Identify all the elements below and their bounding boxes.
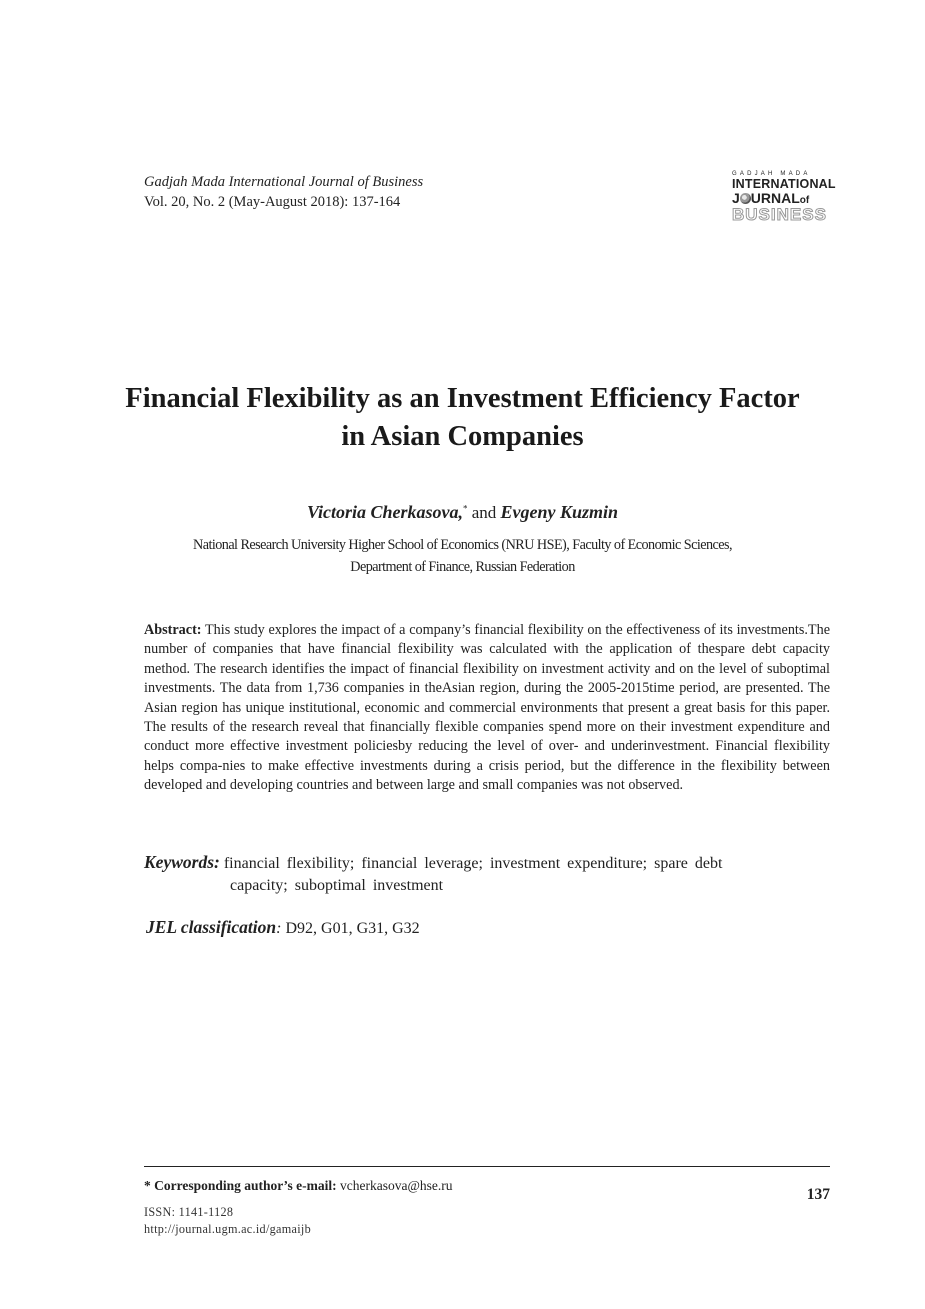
- jel-classification: [146, 916, 420, 940]
- journal-url: http://journal.ugm.ac.id/gamaijb: [144, 1222, 311, 1236]
- logo-urnal: URNAL: [750, 190, 800, 206]
- publication-info: [144, 1204, 311, 1238]
- author-conjunction: and: [471, 503, 497, 522]
- corresponding-mark: *: [462, 503, 468, 514]
- logo-line-1: GADJAH MADA: [732, 171, 811, 177]
- logo-line-4: BUSINESS: [732, 205, 827, 224]
- jel-label: JEL classification: [146, 917, 277, 937]
- logo-j: J: [732, 190, 740, 206]
- abstract-text: This study explores the impact of a company’s financial flexibility on the effectiveness of its investments.The number of companies that have financial flexibility was calculated with the application of thespare debt capacity method. The research identifies the impact of financial flexibility on investment activity and on the level of suboptimal investments. The data from 1,736 companies in theAsian region, during the 2005-2015time period, are presented. The Asian region has unique institutional, economic and commercial environments that present a great basis for this paper. The results of the research reveal that financially flexible companies spend more on their investment expenditure and conduct more effective investment policiesby reducing the level of over- and underinvestment. Financial flexibility helps compa-nies to make effective investments during a crisis period, but the difference in the flexibility between developed and developing countries and between large and small companies was not observed.: [144, 622, 830, 794]
- abstract: [144, 621, 830, 796]
- author-1: Victoria Cherkasova,: [306, 502, 463, 522]
- author-list: [0, 502, 925, 523]
- footnote-divider: [144, 1166, 830, 1167]
- affiliation-line-2: Department of Finance, Russian Federation: [350, 559, 575, 575]
- keywords: [144, 851, 830, 897]
- logo-of: of: [799, 195, 810, 206]
- corresponding-email: vcherkasova@hse.ru: [340, 1178, 453, 1193]
- paper-title: [0, 380, 925, 456]
- title-line-2: in Asian Companies: [341, 421, 584, 452]
- issn: ISSN: 1141-1128: [144, 1205, 234, 1219]
- volume-info: Vol. 20, No. 2 (May-August 2018): 137-164: [144, 194, 401, 210]
- journal-logo: [732, 170, 836, 224]
- title-line-1: Financial Flexibility as an Investment Efficiency Factor: [125, 383, 800, 414]
- affiliation: [0, 534, 925, 578]
- journal-citation: [144, 172, 423, 212]
- jel-colon: :: [276, 920, 282, 937]
- corresponding-label: * Corresponding author’s e-mail:: [144, 1178, 337, 1193]
- affiliation-line-1: National Research University Higher School of Economics (NRU HSE), Faculty of Economic Sciences,: [193, 537, 732, 553]
- keywords-line-1: financial flexibility; financial leverage; investment expenditure; spare debt: [223, 855, 723, 872]
- journal-name: Gadjah Mada International Journal of Business: [144, 174, 424, 190]
- keywords-line-2: capacity; suboptimal investment: [230, 877, 444, 894]
- page-number: 137: [806, 1186, 830, 1203]
- logo-line-2: INTERNATIONAL: [732, 177, 836, 191]
- globe-icon: [740, 193, 751, 204]
- corresponding-author: [144, 1178, 453, 1194]
- author-2: Evgeny Kuzmin: [500, 502, 619, 522]
- keywords-label: Keywords:: [144, 852, 220, 872]
- jel-codes: D92, G01, G31, G32: [285, 920, 420, 937]
- abstract-label: Abstract:: [144, 622, 202, 638]
